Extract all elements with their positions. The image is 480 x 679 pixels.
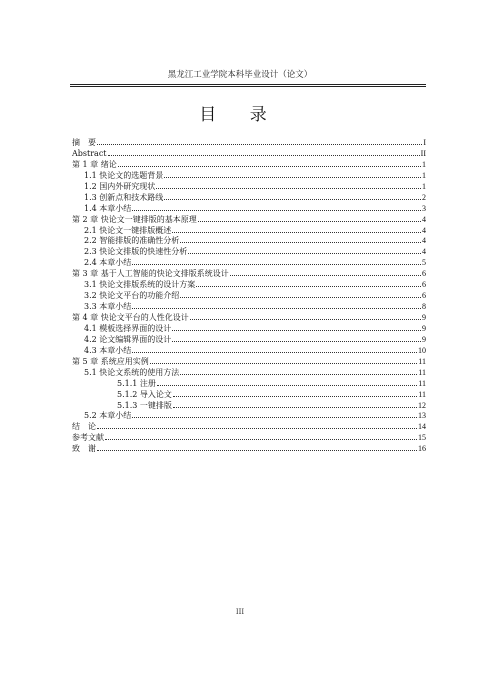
table-of-contents xyxy=(72,138,426,455)
dot-leader xyxy=(164,198,421,200)
toc-entry[interactable] xyxy=(72,422,426,433)
toc-entry[interactable] xyxy=(72,269,426,280)
toc-entry-label: Abstract xyxy=(72,148,107,158)
dot-leader xyxy=(156,187,421,189)
dot-leader xyxy=(188,252,421,254)
toc-entry-label: 第 3 章 基于人工智能的快论文排版系统设计 xyxy=(72,269,229,279)
toc-entry[interactable] xyxy=(72,313,426,324)
toc-entry-label: 1.2 国内外研究现状 xyxy=(84,181,156,191)
toc-entry-page: 1 xyxy=(422,170,426,180)
toc-entry-label: 1.3 创新点和技术路线 xyxy=(84,192,164,202)
toc-entry-page: 6 xyxy=(422,291,426,301)
toc-entry[interactable] xyxy=(72,280,426,291)
toc-entry-page: 16 xyxy=(418,444,426,454)
toc-entry[interactable] xyxy=(72,160,426,171)
dot-leader xyxy=(172,329,421,331)
running-header: 黑龙江工业学院本科毕业设计（论文） xyxy=(167,70,313,80)
toc-entry-page: 5 xyxy=(422,258,426,268)
toc-entry[interactable] xyxy=(72,357,426,368)
toc-entry[interactable] xyxy=(72,204,426,215)
toc-entry[interactable] xyxy=(72,247,426,258)
toc-entry[interactable] xyxy=(72,302,426,313)
toc-entry-label: 2.3 快论文排版的快速性分析 xyxy=(84,247,188,257)
toc-entry-page: 15 xyxy=(418,433,426,443)
toc-entry-label: 1.1 快论文的选题背景 xyxy=(84,170,164,180)
toc-entry[interactable] xyxy=(72,346,426,357)
toc-entry-label: 2.2 智能排版的准确性分析 xyxy=(84,236,180,246)
toc-entry-page: 10 xyxy=(418,345,426,355)
dot-leader xyxy=(132,416,417,418)
dot-leader xyxy=(157,384,417,386)
dot-leader xyxy=(164,176,421,178)
dot-leader xyxy=(180,241,421,243)
toc-entry-label: 结 论 xyxy=(72,422,96,432)
toc-entry-page: 9 xyxy=(422,313,426,322)
toc-entry-label: 3.1 快论文排版系统的设计方案 xyxy=(84,280,196,290)
toc-entry-label: 参考文献 xyxy=(72,433,104,443)
toc-entry-label: 3.3 本章小结 xyxy=(84,302,132,312)
toc-entry-label: 5.1.3 一键排版 xyxy=(117,400,172,410)
header-rule xyxy=(70,84,426,87)
dot-leader xyxy=(172,340,421,342)
toc-entry-page: 14 xyxy=(418,422,426,432)
dot-leader xyxy=(108,154,420,156)
toc-entry-label: 5.1.1 注册 xyxy=(117,378,156,388)
dot-leader xyxy=(198,220,421,222)
dot-leader xyxy=(173,395,417,397)
dot-leader xyxy=(180,296,421,298)
toc-entry[interactable] xyxy=(72,182,426,193)
toc-entry-page: 4 xyxy=(422,247,426,257)
dot-leader xyxy=(150,362,418,364)
toc-entry-page: 8 xyxy=(422,302,426,312)
toc-entry-page: 1 xyxy=(422,181,426,191)
toc-entry-label: 4.3 本章小结 xyxy=(84,345,132,355)
toc-entry-label: 第 5 章 系统应用实例 xyxy=(72,356,149,366)
toc-entry[interactable] xyxy=(72,226,426,237)
dot-leader xyxy=(230,274,421,276)
toc-entry-label: 1.4 本章小结 xyxy=(84,203,132,213)
dot-leader xyxy=(196,285,421,287)
toc-entry-page: 9 xyxy=(422,334,426,344)
toc-entry-page: 1 xyxy=(422,159,426,169)
dot-leader xyxy=(132,263,421,265)
toc-entry-page: 2 xyxy=(422,192,426,202)
toc-entry[interactable] xyxy=(72,236,426,247)
toc-entry[interactable] xyxy=(72,379,426,390)
toc-entry-label: 4.1 模板选择界面的设计 xyxy=(84,323,172,333)
dot-leader xyxy=(105,438,417,440)
toc-entry-label: 第 1 章 绪论 xyxy=(72,159,117,169)
toc-entry-page: I xyxy=(423,138,426,147)
toc-entry[interactable] xyxy=(72,149,426,160)
toc-entry-label: 第 4 章 快论文平台的人性化设计 xyxy=(72,313,189,322)
dot-leader xyxy=(172,231,421,233)
toc-entry-page: 6 xyxy=(422,280,426,290)
toc-entry-page: 11 xyxy=(418,356,426,366)
toc-entry-page: 3 xyxy=(422,203,426,213)
toc-entry-page: 12 xyxy=(418,400,426,410)
toc-entry[interactable] xyxy=(72,193,426,204)
page-number: III xyxy=(235,608,245,616)
toc-entry[interactable] xyxy=(72,335,426,346)
dot-leader xyxy=(97,143,422,145)
toc-entry-page: 6 xyxy=(422,269,426,279)
toc-entry-label: 5.1.2 导入论文 xyxy=(117,389,172,399)
dot-leader xyxy=(132,209,421,211)
toc-entry[interactable] xyxy=(72,324,426,335)
dot-leader xyxy=(132,351,417,353)
dot-leader xyxy=(180,373,417,375)
toc-entry-label: 4.2 论文编辑界面的设计 xyxy=(84,334,172,344)
dot-leader xyxy=(173,406,417,408)
toc-entry-page: 4 xyxy=(422,236,426,246)
page-title: 目 录 xyxy=(199,105,281,125)
toc-entry[interactable] xyxy=(72,291,426,302)
toc-entry-page: 9 xyxy=(422,323,426,333)
toc-entry-page: 13 xyxy=(418,411,426,421)
toc-entry-label: 2.1 快论文一键排版概述 xyxy=(84,225,172,235)
toc-entry-label: 5.1 快论文系统的使用方法 xyxy=(84,367,180,377)
toc-entry-page: 11 xyxy=(418,378,426,388)
dot-leader xyxy=(97,449,417,451)
toc-entry-page: 11 xyxy=(418,389,426,399)
toc-entry[interactable] xyxy=(72,433,426,444)
toc-entry[interactable] xyxy=(72,368,426,379)
toc-entry[interactable] xyxy=(72,138,426,149)
toc-entry-label: 3.2 快论文平台的功能介绍 xyxy=(84,291,180,301)
toc-entry-page: 4 xyxy=(422,214,426,224)
toc-entry[interactable] xyxy=(72,390,426,401)
toc-entry-page: 11 xyxy=(418,367,426,377)
dot-leader xyxy=(190,318,421,320)
toc-entry-page: II xyxy=(420,148,426,158)
toc-entry[interactable] xyxy=(72,401,426,412)
toc-entry-label: 致 谢 xyxy=(72,444,96,454)
toc-entry[interactable] xyxy=(72,411,426,422)
toc-entry[interactable] xyxy=(72,171,426,182)
dot-leader xyxy=(97,427,417,429)
toc-entry-label: 2.4 本章小结 xyxy=(84,258,132,268)
toc-entry-label: 第 2 章 快论文一键排版的基本原理 xyxy=(72,214,197,224)
toc-entry[interactable] xyxy=(72,258,426,269)
toc-entry-label: 5.2 本章小结 xyxy=(84,411,132,421)
toc-entry-label: 摘 要 xyxy=(72,138,96,147)
toc-entry-page: 4 xyxy=(422,225,426,235)
toc-entry[interactable] xyxy=(72,444,426,455)
dot-leader xyxy=(132,307,421,309)
toc-entry[interactable] xyxy=(72,215,426,226)
dot-leader xyxy=(118,165,421,167)
